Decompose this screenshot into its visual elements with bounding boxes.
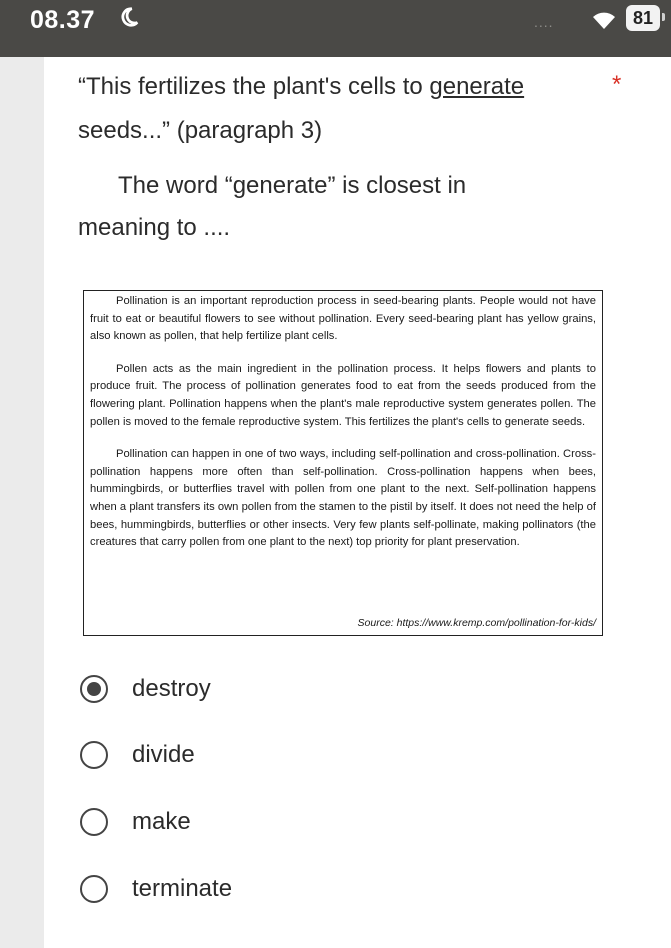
quote-before: “This fertilizes the plant's cells to — [78, 73, 430, 100]
passage-paragraph-3: Pollination can happen in one of two ways, including self-pollination and cross-pollination. Cross-pollination happens more often than self-pollination. Cross-pollination happens when bees, hummingbirds, or butterflies travel with pollen from one plant to the next. Self-pollination happens when a plant transfers its own pollen from the stamen to the pistil by itself. It does not need the help of bees, hummingbirds, butterflies or other insects. Very few plants self-pollinate, making pollinators (the creatures that carry pollen from one plant to the next) top priority for plant preservation. — [90, 448, 596, 549]
status-time: 08.37 — [30, 6, 96, 34]
status-bar — [0, 0, 671, 57]
question-quote — [78, 65, 598, 153]
required-marker: * — [612, 71, 622, 98]
passage-paragraph-2: Pollen acts as the main ingredient in the pollination process. It helps flowers and plants to produce fruit. The process of pollination generates food to eat from the seeds produced from the flowering plant. Pollination happens when the plant's male reproductive system generates pollen. The pollen is moved to the female reproductive system. This fertilizes the plant's cells to generate seeds. — [90, 362, 596, 428]
battery-indicator: 81 — [626, 5, 660, 31]
prompt-line-1: The word “generate” is closest in — [118, 172, 467, 199]
radio-selected-icon[interactable] — [80, 675, 108, 703]
question-card — [44, 57, 671, 948]
battery-nub — [662, 13, 665, 21]
wifi-icon — [590, 9, 618, 31]
option-label: destroy — [132, 675, 211, 702]
question-prompt — [78, 165, 618, 249]
passage-source: Source: https://www.kremp.com/pollination-for-kids/ — [357, 617, 596, 630]
option-label: divide — [132, 741, 195, 768]
radio-unselected-icon[interactable] — [80, 808, 108, 836]
option-make[interactable] — [78, 802, 478, 842]
option-terminate[interactable] — [78, 869, 478, 909]
prompt-line-2: meaning to .... — [78, 214, 231, 241]
reading-passage — [83, 290, 603, 636]
moon-icon — [118, 6, 140, 28]
option-divide[interactable] — [78, 735, 478, 775]
radio-unselected-icon[interactable] — [80, 741, 108, 769]
signal-icon: .... — [534, 14, 554, 30]
passage-paragraph-1: Pollination is an important reproduction process in seed-bearing plants. People would not have fruit to eat or beautiful flowers to see without pollination. Every seed-bearing plant has yellow grains, also known as pollen, that help fertilize plant cells. — [90, 295, 596, 343]
quote-after: seeds...” (paragraph 3) — [78, 117, 323, 144]
option-destroy[interactable] — [78, 669, 478, 709]
quote-underlined-word: generate — [429, 73, 525, 100]
option-label: terminate — [132, 875, 233, 902]
option-label: make — [132, 808, 191, 835]
radio-unselected-icon[interactable] — [80, 875, 108, 903]
